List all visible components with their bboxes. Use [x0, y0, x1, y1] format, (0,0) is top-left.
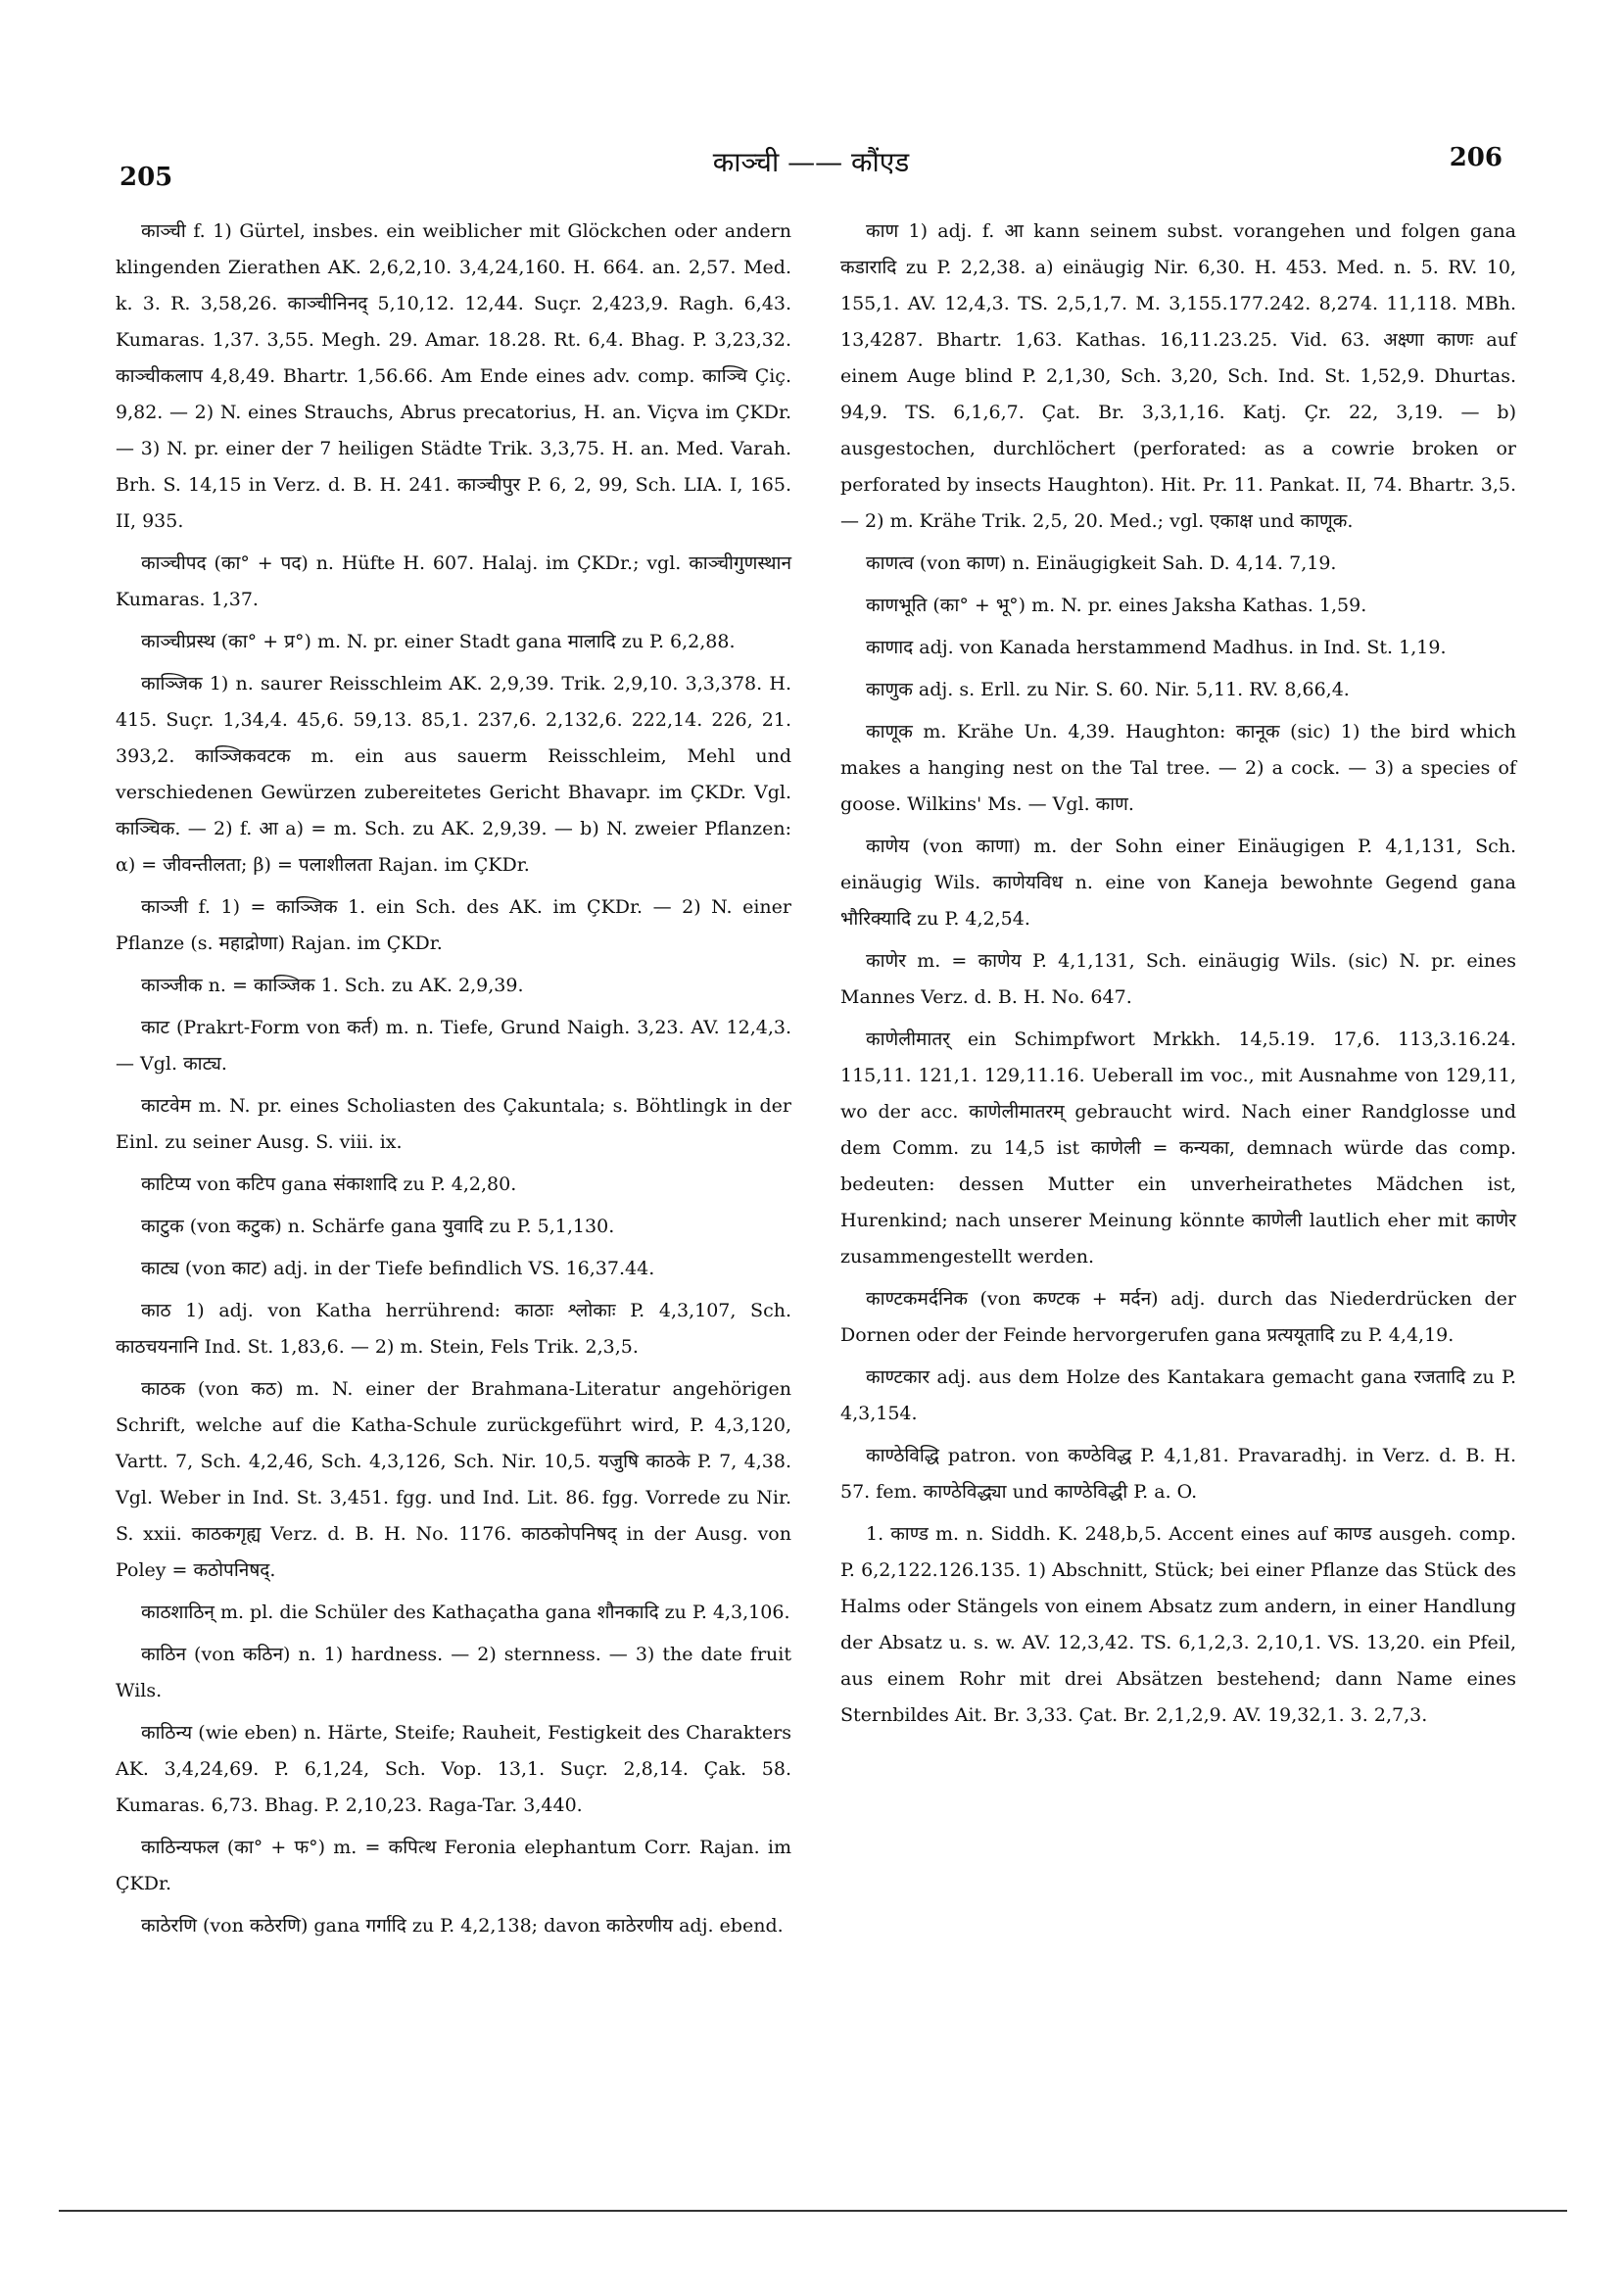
- page-header: [0, 137, 1622, 196]
- dictionary-entry: काञ्जिक 1) n. saurer Reisschleim AK. 2,9,39. Trik. 2,9,10. 3,3,378. H. 415. Suçr. 1,34,4. 45,6. 59,13. 85,1. 237,6. 2,132,6. 222,14. 226, 21. 393,2. काञ्जिकवटक m. ein aus sauerm Reisschleim, Mehl und verschiedenen Gewürzen zubereitetes Gericht Bhavapr. im ÇKDr. Vgl. काञ्चिक. — 2) f. आ a) = m. Sch. zu AK. 2,9,39. — b) N. zweier Pflanzen: α) = जीवन्तीलता; β) = पलाशीलता Rajan. im ÇKDr.: [116, 673, 791, 876]
- dictionary-entry: काठेरणि (von कठेरणि) gana गर्गादि zu P. 4,2,138; davon काठेरणीय adj. ebend.: [141, 1915, 784, 1937]
- dictionary-entry: काठिन (von कठिन) n. 1) hardness. — 2) sternness. — 3) the date fruit Wils.: [116, 1644, 791, 1701]
- dictionary-entry: काटुक (von कटुक) n. Schärfe gana युवादि zu P. 5,1,130.: [141, 1216, 615, 1237]
- dictionary-entry: काणेर m. = काणेय P. 4,1,131, Sch. einäugig Wils. (sic) N. pr. eines Mannes Verz. d. B. H. No. 647.: [840, 950, 1516, 1008]
- dictionary-entry: काञ्चीपद (का° + पद) n. Hüfte H. 607. Halaj. im ÇKDr.; vgl. काञ्चीगुणस्थान Kumaras. 1,37.: [116, 552, 791, 610]
- dictionary-entry: काणेलीमातर् ein Schimpfwort Mrkkh. 14,5.19. 17,6. 113,3.16.24. 115,11. 121,1. 129,11.16. Ueberall im voc., mit Ausnahme von 129,11, wo der acc. काणेलीमातरम् gebraucht wird. Nach einer Randglosse und dem Comm. zu 14,5 ist काणेली = कन्यका, demnach würde das comp. bedeuten: dessen Mutter ein unverheirathetes Mädchen ist, Hurenkind; nach unserer Meinung könnte काणेली lautlich eher mit काणेर zusammengestellt werden.: [840, 1028, 1516, 1268]
- dictionary-entry: काञ्जीक n. = काञ्जिक 1. Sch. zu AK. 2,9,39.: [141, 975, 524, 996]
- right-column: [840, 214, 1516, 1740]
- dictionary-entry: 1. काण्ड m. n. Siddh. K. 248,b,5. Accent eines auf काण्ड ausgeh. comp. P. 6,2,122.126.135. 1) Abschnitt, Stück; bei einer Pflanze das Stück des Halms oder Stängels von einem Absatz zum andern, in einer Handlung der Absatz u. s. w. AV. 12,3,42. TS. 6,1,2,3. 2,10,1. VS. 13,20. ein Pfeil, aus einem Rohr mit drei Absätzen bestehend; dann Name eines Sternbildes Ait. Br. 3,33. Çat. Br. 2,1,2,9. AV. 19,32,1. 3. 2,7,3.: [840, 1523, 1516, 1726]
- dictionary-entry: काणाद adj. von Kanada herstammend Madhus. in Ind. St. 1,19.: [866, 637, 1447, 658]
- left-column: [116, 214, 791, 1950]
- dictionary-entry: काठशाठिन् m. pl. die Schüler des Kathaçatha gana शौनकादि zu P. 4,3,106.: [141, 1602, 790, 1623]
- bottom-rule: [59, 2210, 1567, 2212]
- dictionary-entry: काण्टकमर्दनिक (von कण्टक + मर्दन) adj. durch das Niederdrücken der Dornen oder der Feinde hervorgerufen gana प्रत्ययूतादि zu P. 4,4,19.: [840, 1288, 1516, 1346]
- dictionary-entry: काञ्ची f. 1) Gürtel, insbes. ein weiblicher mit Glöckchen oder andern klingenden Zierathen AK. 2,6,2,10. 3,4,24,160. H. 664. an. 2,57. Med. k. 3. R. 3,58,26. काञ्चीनिनद् 5,10,12. 12,44. Suçr. 2,423,9. Ragh. 6,43. Kumaras. 1,37. 3,55. Megh. 29. Amar. 18.28. Rt. 6,4. Bhag. P. 3,23,32. काञ्चीकलाप 4,8,49. Bhartr. 1,56.66. Am Ende eines adv. comp. काञ्चि Çiç. 9,82. — 2) N. eines Strauchs, Abrus precatorius, H. an. Viçva im ÇKDr. — 3) N. pr. einer der 7 heiligen Städte Trik. 3,3,75. H. an. Med. Varah. Brh. S. 14,15 in Verz. d. B. H. 241. काञ्चीपुर P. 6, 2, 99, Sch. LIA. I, 165. II, 935.: [116, 220, 791, 532]
- right-page-number: 206: [1449, 143, 1503, 172]
- dictionary-entry: काठक (von कठ) m. N. einer der Brahmana-Literatur angehörigen Schrift, welche auf die Katha-Schule zurückgeführt wird, P. 4,3,120, Vartt. 7, Sch. 4,2,46, Sch. 4,3,126, Sch. Nir. 10,5. यजुषि काठके P. 7, 4,38. Vgl. Weber in Ind. St. 3,451. fgg. und Ind. Lit. 86. fgg. Vorrede zu Nir. S. xxii. काठकगृह्य Verz. d. B. H. No. 1176. काठकोपनिषद् in der Ausg. von Poley = कठोपनिषद्.: [116, 1378, 791, 1581]
- dictionary-entry: काट्य (von काट) adj. in der Tiefe befindlich VS. 16,37.44.: [141, 1258, 655, 1279]
- dictionary-entry: काटवेम m. N. pr. eines Scholiasten des Çakuntala; s. Böhtlingk in der Einl. zu seiner Ausg. S. viii. ix.: [116, 1095, 791, 1153]
- dictionary-entry: काणत्व (von काण) n. Einäugigkeit Sah. D. 4,14. 7,19.: [866, 552, 1337, 574]
- dictionary-entry: काण 1) adj. f. आ kann seinem subst. vorangehen und folgen gana कडारादि zu P. 2,2,38. a) einäugig Nir. 6,30. H. 453. Med. n. 5. RV. 10, 155,1. AV. 12,4,3. TS. 2,5,1,7. M. 3,155.177.242. 8,274. 11,118. MBh. 13,4287. Bhartr. 1,63. Kathas. 16,11.23.25. Vid. 63. अक्ष्णा काणः auf einem Auge blind P. 2,1,30, Sch. 3,20, Sch. Ind. St. 1,52,9. Dhurtas. 94,9. TS. 6,1,6,7. Çat. Br. 3,3,1,16. Katj. Çr. 22, 3,19. — b) ausgestochen, durchlöchert (perforated: as a cowrie broken or perforated by insects Haughton). Hit. Pr. 11. Pankat. II, 74. Bhartr. 3,5. — 2) m. Krähe Trik. 2,5, 20. Med.; vgl. एकाक्ष und काणूक.: [840, 220, 1516, 532]
- dictionary-entry: काटिप्य von कटिप gana संकाशादि zu P. 4,2,80.: [141, 1173, 517, 1195]
- dictionary-entry: काणूक m. Krähe Un. 4,39. Haughton: कानूक (sic) 1) the bird which makes a hanging nest on the Tal tree. — 2) a cock. — 3) a species of goose. Wilkins' Ms. — Vgl. काण.: [840, 721, 1516, 815]
- dictionary-entry: काठिन्य (wie eben) n. Härte, Steife; Rauheit, Festigkeit des Charakters AK. 3,4,24,69. P. 6,1,24, Sch. Vop. 13,1. Suçr. 2,8,14. Çak. 58. Kumaras. 6,73. Bhag. P. 2,10,23. Raga-Tar. 3,440.: [116, 1722, 791, 1816]
- running-title: काञ्ची —— कौंएड: [712, 146, 910, 178]
- dictionary-entry: काणुक adj. s. Erll. zu Nir. S. 60. Nir. 5,11. RV. 8,66,4.: [866, 679, 1350, 700]
- dictionary-entry: काट (Prakrt-Form von कर्त) m. n. Tiefe, Grund Naigh. 3,23. AV. 12,4,3. — Vgl. काट्य.: [116, 1017, 791, 1075]
- dictionary-entry: काण्टकार adj. aus dem Holze des Kantakara gemacht gana रजतादि zu P. 4,3,154.: [840, 1366, 1516, 1424]
- dictionary-entry: काठिन्यफल (का° + फ°) m. = कपित्थ Feronia elephantum Corr. Rajan. im ÇKDr.: [116, 1837, 791, 1894]
- dictionary-entry: काञ्जी f. 1) = काञ्जिक 1. ein Sch. des AK. im ÇKDr. — 2) N. einer Pflanze (s. महाद्रोणा) Rajan. im ÇKDr.: [116, 896, 791, 954]
- left-page-number: 205: [119, 163, 173, 192]
- dictionary-entry: काञ्चीप्रस्थ (का° + प्र°) m. N. pr. einer Stadt gana मालादि zu P. 6,2,88.: [141, 631, 736, 652]
- dictionary-entry: काणेय (von काणा) m. der Sohn einer Einäugigen P. 4,1,131, Sch. einäugig Wils. काणेयविध n. eine von Kaneja bewohnte Gegend gana भौरिक्यादि zu P. 4,2,54.: [840, 836, 1516, 930]
- dictionary-entry: काठ 1) adj. von Katha herrührend: काठाः श्लोकाः P. 4,3,107, Sch. काठचयनानि Ind. St. 1,83,6. — 2) m. Stein, Fels Trik. 2,3,5.: [116, 1300, 791, 1358]
- dictionary-entry: काण्ठेविद्धि patron. von कण्ठेविद्ध P. 4,1,81. Pravaradhj. in Verz. d. B. H. 57. fem. काण्ठेविद्ध्या und काण्ठेविद्धी P. a. O.: [840, 1445, 1516, 1503]
- dictionary-entry: काणभूति (का° + भू°) m. N. pr. eines Jaksha Kathas. 1,59.: [866, 595, 1367, 616]
